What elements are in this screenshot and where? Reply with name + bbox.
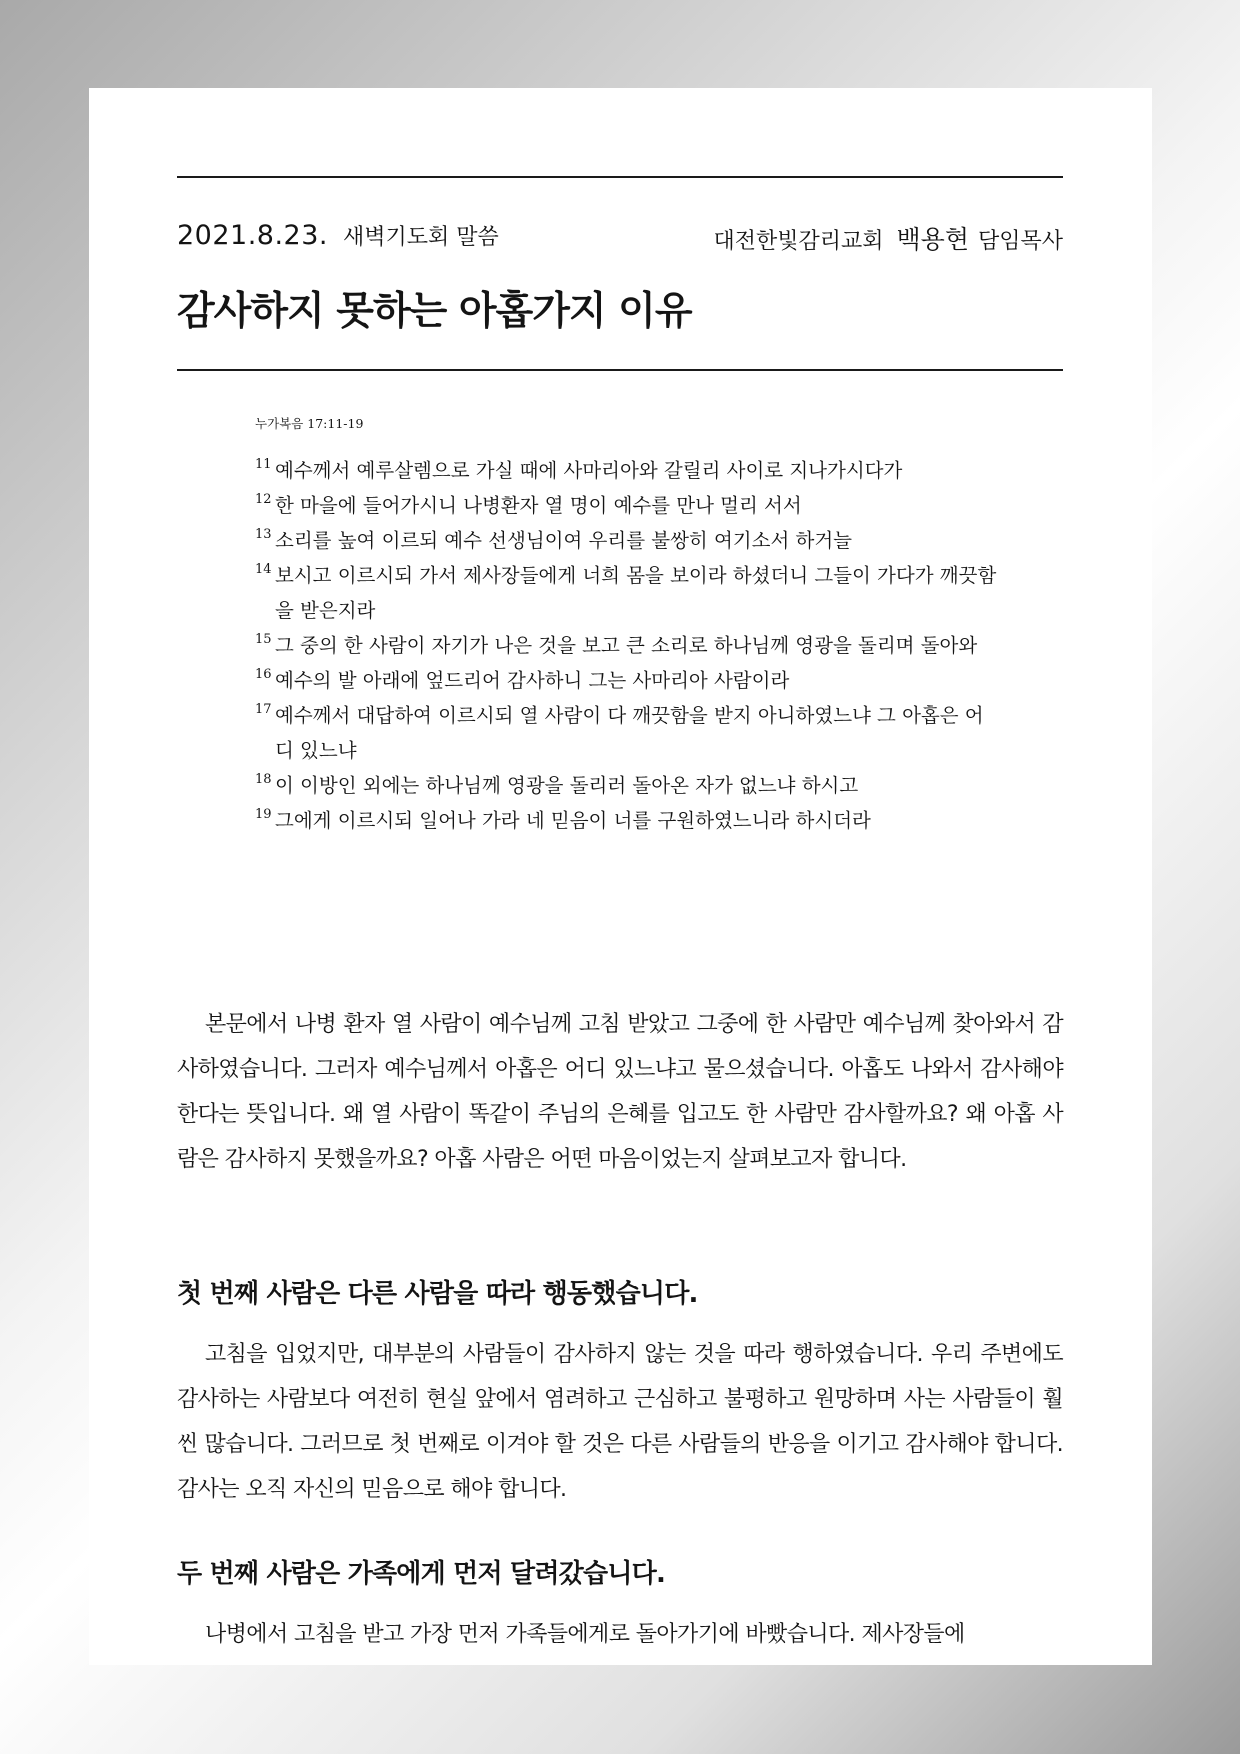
section-1-heading-wrap [177, 1274, 1063, 1314]
pastor-role: 담임목사 [977, 229, 1063, 254]
service-name: 새벽기도회 말씀 [343, 225, 499, 250]
verse [255, 523, 1000, 558]
verse-text: 그에게 이르시되 일어나 가라 네 믿음이 너를 구원하였느니라 하시더라 [275, 809, 871, 832]
document-page [89, 88, 1152, 1665]
church-name: 대전한빛감리교회 [713, 229, 884, 254]
section-1-body [177, 1332, 1063, 1512]
verse-text: 예수께서 예루살렘으로 가실 때에 사마리아와 갈릴리 사이로 지나가시다가 [275, 459, 903, 482]
verse [255, 628, 1000, 663]
sermon-date: 2021.8.23. [177, 220, 328, 251]
verse-text: 예수의 발 아래에 엎드리어 감사하니 그는 사마리아 사람이라 [275, 669, 790, 692]
church-line [714, 220, 1064, 256]
verse-number: 11 [255, 457, 272, 472]
verse [255, 698, 1000, 768]
verse-text: 예수께서 대답하여 이르시되 열 사람이 다 깨끗함을 받지 아니하였느냐 그 아홉은 어디 있느냐 [275, 704, 984, 762]
intro-section [177, 1002, 1063, 1182]
scripture-block [255, 414, 1000, 838]
section-heading: 두 번째 사람은 가족에게 먼저 달려갔습니다. [177, 1559, 666, 1589]
bottom-rule [177, 369, 1063, 371]
top-rule [177, 176, 1063, 178]
verse-text: 이 이방인 외에는 하나님께 영광을 돌리러 돌아온 자가 없느냐 하시고 [275, 774, 859, 797]
verse-number: 14 [255, 562, 272, 577]
verse-text: 그 중의 한 사람이 자기가 나은 것을 보고 큰 소리로 하나님께 영광을 돌리며 돌아와 [275, 634, 978, 657]
verse-text: 보시고 이르시되 가서 제사장들에게 너희 몸을 보이라 하셨더니 그들이 가다가 깨끗함을 받은지라 [275, 564, 997, 622]
body-paragraph: 나병에서 고침을 받고 가장 먼저 가족들에게로 돌아가기에 바빴습니다. 제사장들에 [205, 1622, 965, 1647]
verse [255, 803, 1000, 838]
body-paragraph: 고침을 입었지만, 대부분의 사람들이 감사하지 않는 것을 따라 행하였습니다. 우리 주변에도 감사하는 사람보다 여전히 현실 앞에서 염려하고 근심하고 불평하고 원망하며 사는 사람들이 훨씬 많습니다. 그러므로 첫 번째로 이겨야 할 것은 다른 사람들의 반응을 이기고 감사해야 합니다. 감사는 오직 자신의 믿음으로 해야 합니다. [177, 1342, 1063, 1502]
sermon-title: 감사하지 못하는 아홉가지 이유 [177, 289, 692, 334]
verse [255, 488, 1000, 523]
verse-number: 13 [255, 527, 272, 542]
verse [255, 558, 1000, 628]
verse-number: 15 [255, 632, 272, 647]
pastor-name: 백용현 [896, 225, 969, 254]
verse [255, 453, 1000, 488]
date-line [177, 220, 499, 251]
verse-number: 16 [255, 667, 272, 682]
verse-text: 소리를 높여 이르되 예수 선생님이여 우리를 불쌍히 여기소서 하거늘 [275, 529, 853, 552]
section-2-heading-wrap [177, 1554, 1063, 1594]
verse [255, 663, 1000, 698]
verse-number: 19 [255, 807, 272, 822]
verse-number: 17 [255, 702, 272, 717]
section-heading: 첫 번째 사람은 다른 사람을 따라 행동했습니다. [177, 1279, 698, 1309]
section-2-body [177, 1612, 1063, 1657]
verse [255, 768, 1000, 803]
scripture-reference: 누가복음 17:11-19 [255, 416, 364, 431]
verse-text: 한 마을에 들어가시니 나병환자 열 명이 예수를 만나 멀리 서서 [275, 494, 802, 517]
verse-number: 12 [255, 492, 272, 507]
verse-number: 18 [255, 772, 272, 787]
intro-paragraph: 본문에서 나병 환자 열 사람이 예수님께 고침 받았고 그중에 한 사람만 예수님께 찾아와서 감사하였습니다. 그러자 예수님께서 아홉은 어디 있느냐고 물으셨습니다. 아홉도 나와서 감사해야 한다는 뜻입니다. 왜 열 사람이 똑같이 주님의 은혜를 입고도 한 사람만 감사할까요? 왜 아홉 사람은 감사하지 못했을까요? 아홉 사람은 어떤 마음이었는지 살펴보고자 합니다. [177, 1012, 1063, 1172]
